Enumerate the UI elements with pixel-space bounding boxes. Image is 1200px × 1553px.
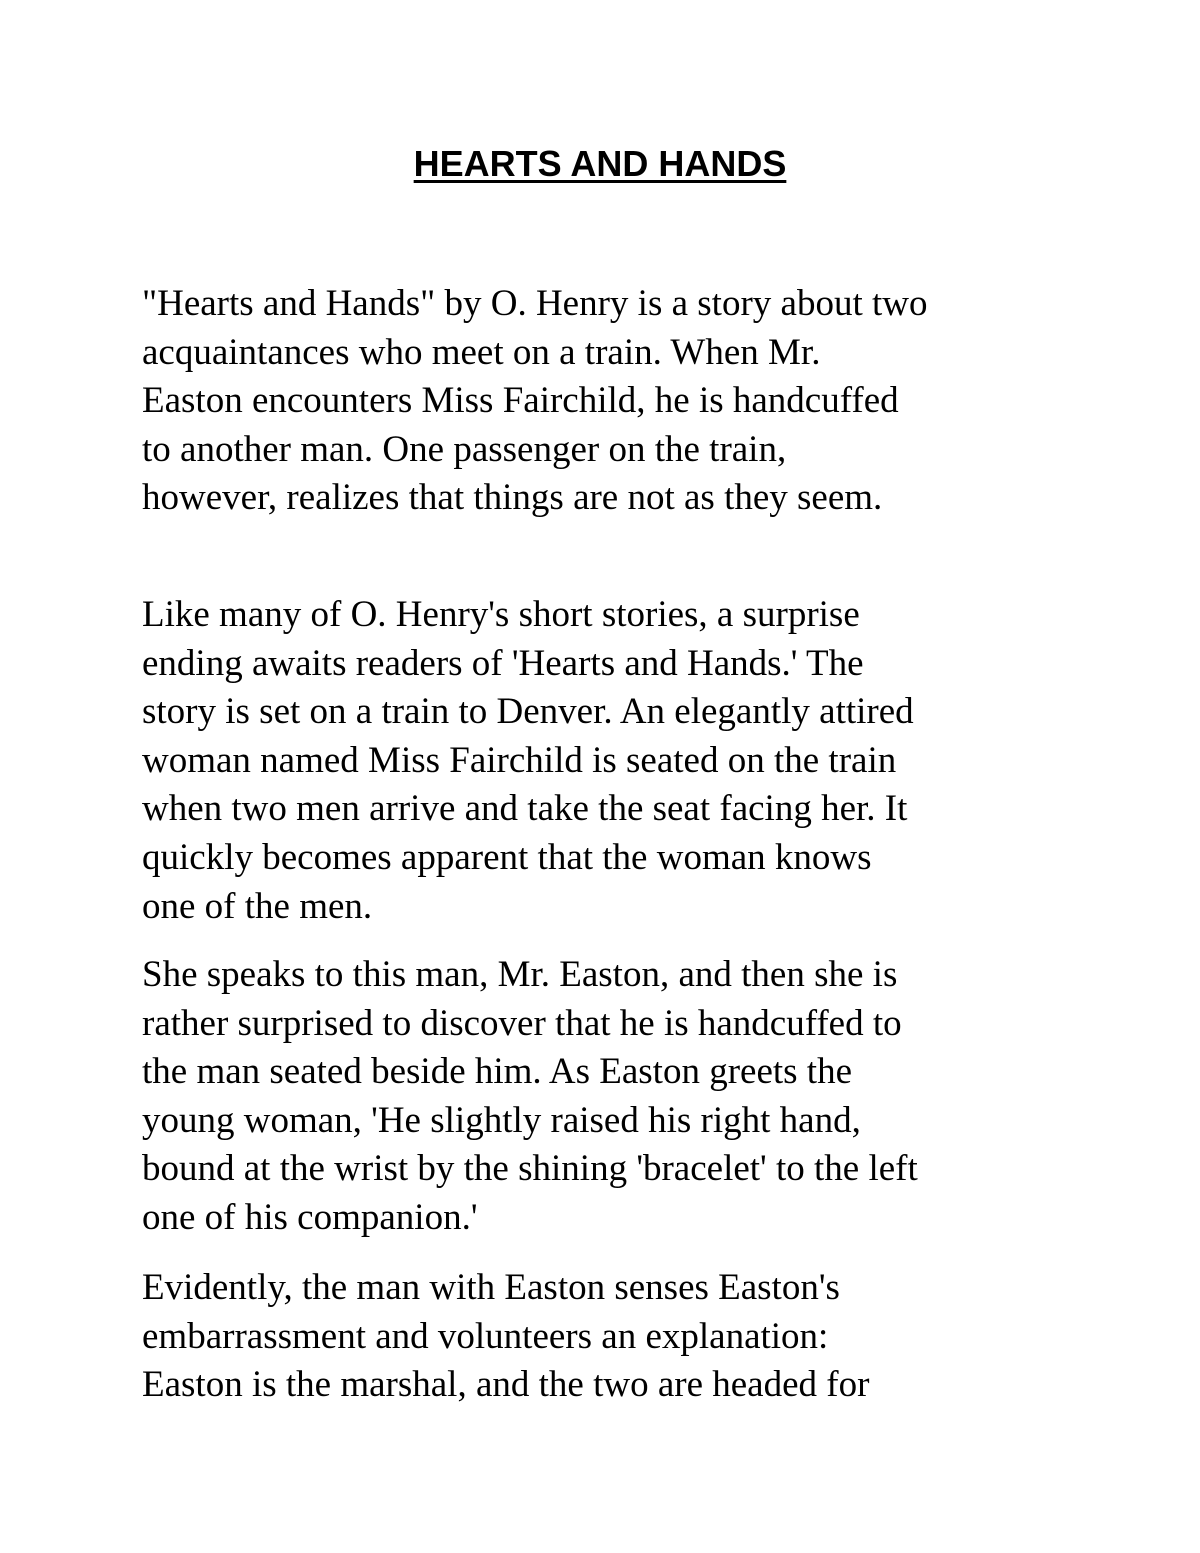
text-line: Easton is the marshal, and the two are headed for bbox=[142, 1364, 870, 1406]
paragraph-2 bbox=[142, 591, 1062, 931]
paragraph-4 bbox=[142, 1264, 1062, 1410]
text-line: when two men arrive and take the seat facing her. It bbox=[142, 788, 908, 830]
page-title: HEARTS AND HANDS bbox=[413, 143, 787, 184]
text-line: one of his companion.' bbox=[142, 1196, 478, 1238]
text-line: rather surprised to discover that he is handcuffed to bbox=[142, 1002, 902, 1044]
text-line: story is set on a train to Denver. An elegantly attired bbox=[142, 691, 914, 733]
text-line: Evidently, the man with Easton senses Easton's bbox=[142, 1267, 840, 1308]
paragraph-3 bbox=[142, 951, 1062, 1243]
text-line: bound at the wrist by the shining 'bracelet' to the left bbox=[142, 1148, 918, 1190]
text-line: young woman, 'He slightly raised his right hand, bbox=[142, 1099, 861, 1141]
text-line: embarrassment and volunteers an explanation: bbox=[142, 1315, 829, 1357]
text-line: quickly becomes apparent that the woman knows bbox=[142, 836, 872, 878]
text-line: Like many of O. Henry's short stories, a surprise bbox=[142, 594, 860, 635]
text-line: to another man. One passenger on the train, bbox=[142, 428, 787, 470]
text-line: the man seated beside him. As Easton greets the bbox=[142, 1051, 853, 1093]
text-line: ending awaits readers of 'Hearts and Hands.' The bbox=[142, 642, 864, 684]
paragraph-1 bbox=[142, 280, 1062, 523]
text-line: woman named Miss Fairchild is seated on the train bbox=[142, 739, 897, 781]
text-line: Easton encounters Miss Fairchild, he is handcuffed bbox=[142, 380, 899, 422]
text-line: "Hearts and Hands" by O. Henry is a story about two bbox=[142, 283, 928, 324]
text-line: acquaintances who meet on a train. When Mr. bbox=[142, 331, 821, 373]
text-line: She speaks to this man, Mr. Easton, and then she is bbox=[142, 954, 898, 995]
text-line: however, realizes that things are not as they seem. bbox=[142, 477, 883, 519]
text-line: one of the men. bbox=[142, 885, 373, 927]
